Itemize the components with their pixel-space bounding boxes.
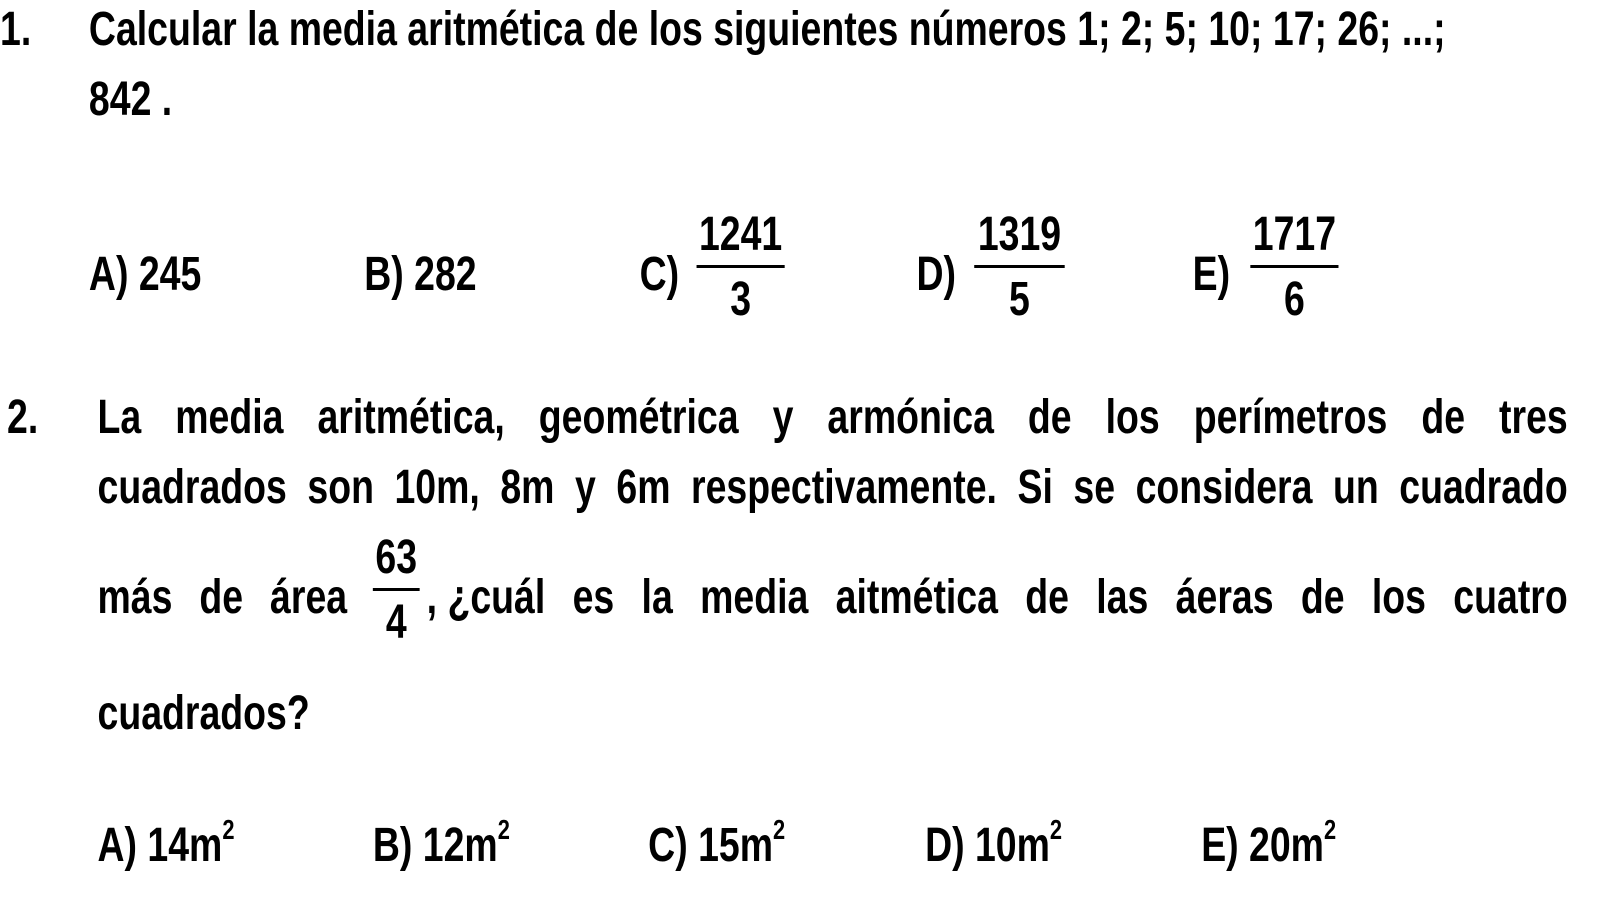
word: 8m	[500, 461, 555, 514]
question-1-option-c-fraction	[697, 208, 785, 326]
question-1-text-line-2: 842 .	[88, 73, 173, 126]
word: geométrica	[538, 391, 739, 444]
word: armónica	[827, 391, 994, 444]
word: La	[97, 391, 142, 444]
question-2-text-line-3-end	[426, 571, 1568, 624]
word: de	[199, 571, 244, 624]
unit-exponent: 2	[1049, 814, 1063, 845]
question-2-text-line-2	[97, 461, 1568, 514]
fraction-bar	[974, 265, 1064, 268]
question-1-option-a: A) 245	[88, 248, 202, 301]
option-text: D) 10m	[925, 819, 1050, 872]
word: se	[1073, 461, 1116, 514]
question-1-option-d-label: D)	[916, 248, 957, 301]
word: la	[641, 571, 673, 624]
question-2-area-fraction	[373, 531, 420, 649]
question-2-text-line-4: cuadrados?	[97, 687, 310, 740]
word: los	[1371, 571, 1426, 624]
question-1-option-d-fraction	[974, 208, 1064, 326]
word: de	[1025, 571, 1069, 624]
fraction-bar	[1250, 265, 1338, 268]
word: respectivamente.	[691, 461, 997, 514]
word: 10m,	[394, 461, 480, 514]
word: de	[1421, 391, 1466, 444]
word: un	[1332, 461, 1379, 514]
fraction-numerator: 1717	[1252, 208, 1337, 261]
unit-exponent: 2	[1323, 814, 1337, 845]
fraction-denominator: 3	[730, 273, 752, 326]
option-text: C) 15m	[648, 819, 774, 872]
word: cuadrado	[1399, 461, 1568, 514]
question-1-text-line-1: Calcular la media aritmética de los siguientes números 1; 2; 5; 10; 17; 26; ...;	[88, 3, 1446, 56]
fraction-denominator: 4	[385, 596, 407, 649]
word: aritmética,	[317, 391, 505, 444]
question-2-text-line-3-start	[97, 571, 348, 624]
fraction-numerator: 1241	[698, 208, 783, 261]
question-2-option-b	[372, 814, 510, 872]
word: , ¿cuál	[426, 571, 546, 624]
word: más	[97, 571, 173, 624]
word: cuadrados	[97, 461, 287, 514]
fraction-bar	[373, 588, 420, 591]
question-1-option-e-fraction	[1250, 208, 1338, 326]
unit-exponent: 2	[497, 814, 510, 845]
fraction-bar	[697, 265, 785, 268]
question-2-option-a	[97, 814, 235, 872]
question-2-option-d	[925, 814, 1063, 872]
word: tres	[1499, 391, 1568, 444]
fraction-denominator: 5	[1009, 273, 1030, 326]
word: aitmética	[835, 571, 998, 624]
question-1-option-e-label: E)	[1192, 248, 1231, 301]
fraction-numerator: 1319	[977, 208, 1062, 261]
word: las	[1096, 571, 1149, 624]
question-1-number: 1.	[0, 3, 32, 56]
unit-exponent: 2	[222, 814, 235, 845]
word: es	[572, 571, 615, 624]
word: media	[175, 391, 284, 444]
unit-exponent: 2	[773, 814, 786, 845]
question-1-option-b: B) 282	[364, 248, 477, 301]
fraction-numerator: 63	[375, 531, 418, 584]
word: Si	[1017, 461, 1053, 514]
word: son	[307, 461, 374, 514]
option-text: A) 14m	[97, 819, 223, 872]
fraction-denominator: 6	[1283, 273, 1305, 326]
word: perímetros	[1193, 391, 1388, 444]
word: cuatro	[1453, 571, 1568, 624]
word: media	[700, 571, 809, 624]
word: de	[1027, 391, 1072, 444]
word: 6m	[616, 461, 671, 514]
word: los	[1105, 391, 1160, 444]
option-text: E) 20m	[1201, 819, 1324, 872]
word: áeras	[1175, 571, 1274, 624]
question-2-option-e	[1201, 814, 1337, 872]
word: área	[270, 571, 348, 624]
question-2-number: 2.	[7, 391, 39, 444]
question-2-text-line-1	[97, 391, 1568, 444]
option-text: B) 12m	[372, 819, 498, 872]
word: y	[575, 461, 596, 514]
word: de	[1300, 571, 1345, 624]
question-2-option-c	[648, 814, 786, 872]
word: considera	[1135, 461, 1313, 514]
question-1-option-c-label: C)	[639, 248, 680, 301]
word: y	[772, 391, 794, 444]
